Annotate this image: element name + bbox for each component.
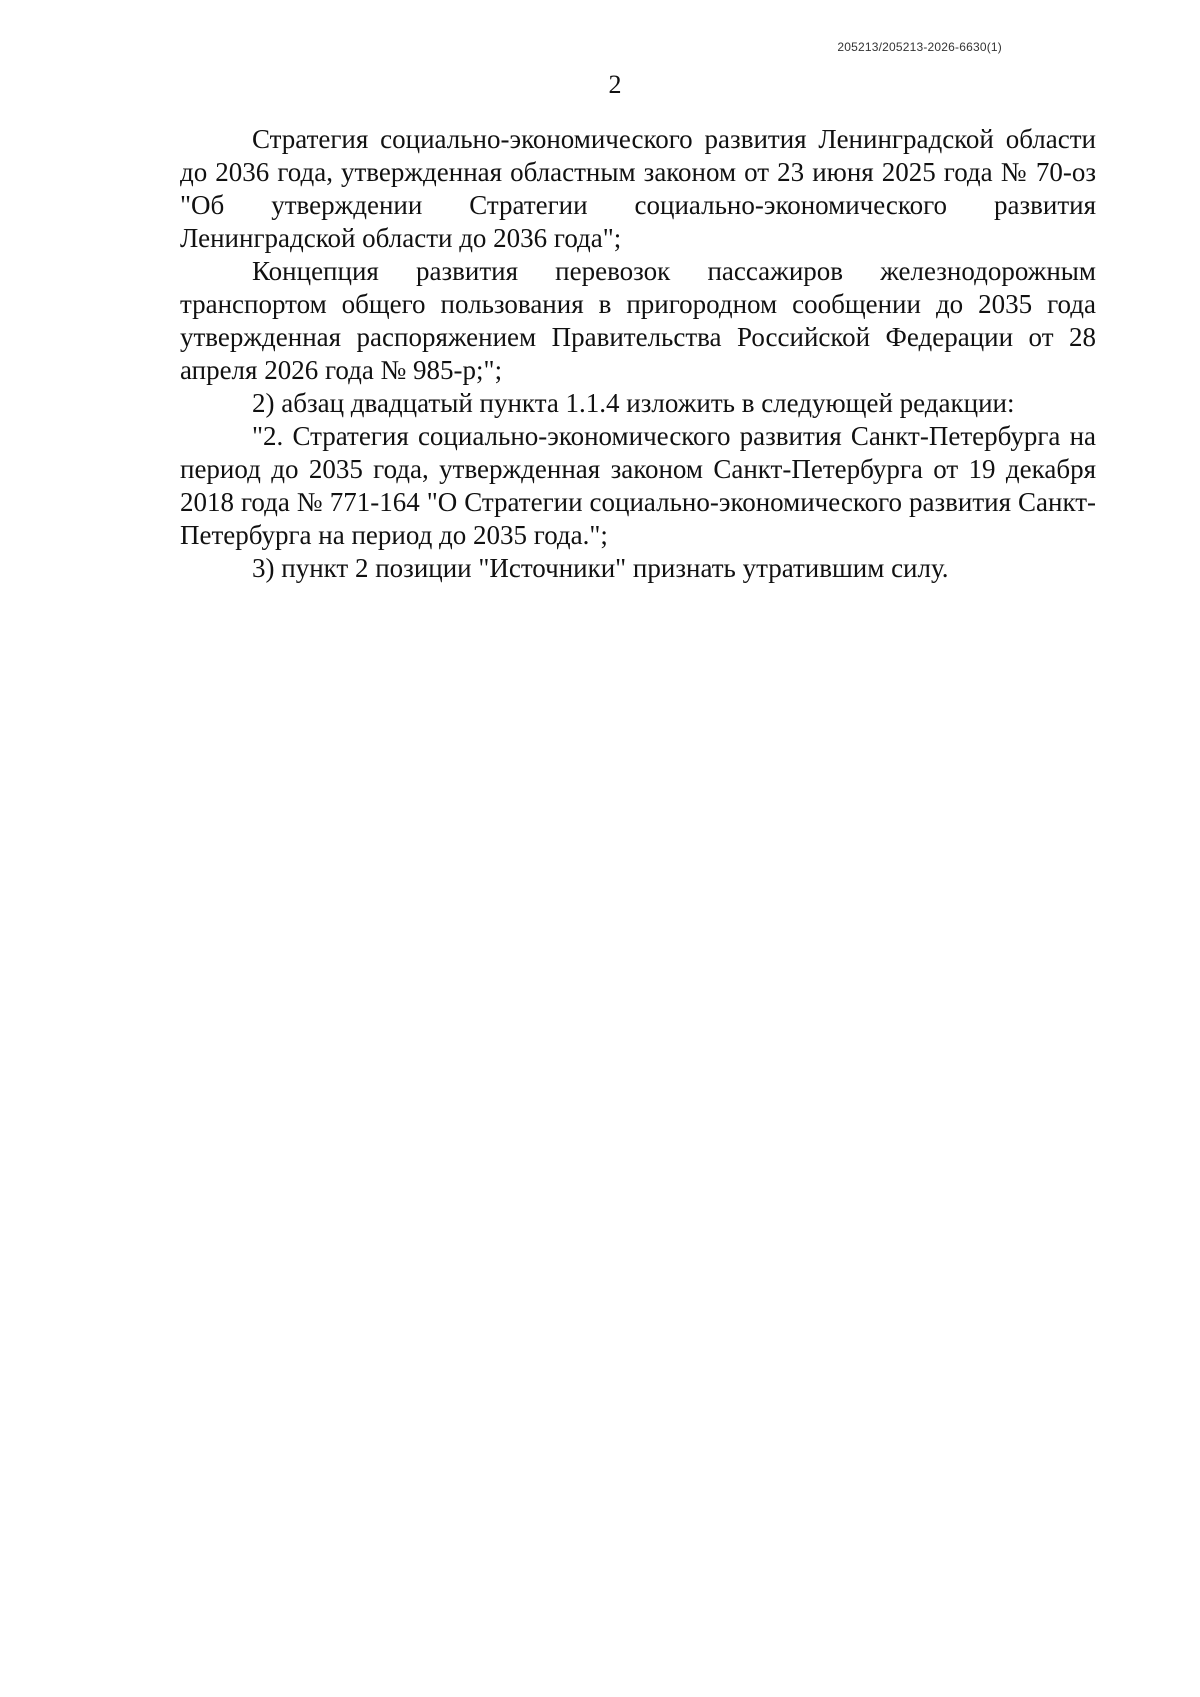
paragraph-concept-transport: Концепция развития перевозок пассажиров железнодорожным транспортом общего пользования в пригородном сообщении до 2035 года утвержденная распоряжением Правительства Российской Федерации от 28 апреля 2026 года № 985-р;"; (180, 256, 1096, 385)
paragraph-strategy-spb: "2. Стратегия социально-экономического развития Санкт-Петербурга на период до 2035 года, утвержденная законом Санкт-Петербурга от 19 декабря 2018 года № 771-164 "О Стратегии социально-экономического развития Санкт-Петербурга на период до 2035 года."; (180, 421, 1096, 550)
paragraph-amendment-2: 2) абзац двадцатый пункта 1.1.4 изложить в следующей редакции: (252, 388, 1015, 418)
page-number: 2 (608, 70, 622, 99)
document-id: 205213/205213-2026-6630(1) (837, 40, 1002, 54)
paragraph-amendment-3: 3) пункт 2 позиции "Источники" признать утратившим силу. (252, 553, 949, 583)
document-body (180, 123, 1096, 585)
paragraph-strategy-leningrad: Стратегия социально-экономического развития Ленинградской области до 2036 года, утвержденная областным законом от 23 июня 2025 года № 70-оз "Об утверждении Стратегии социально-экономического развития Ленинградской области до 2036 года"; (180, 124, 1096, 253)
